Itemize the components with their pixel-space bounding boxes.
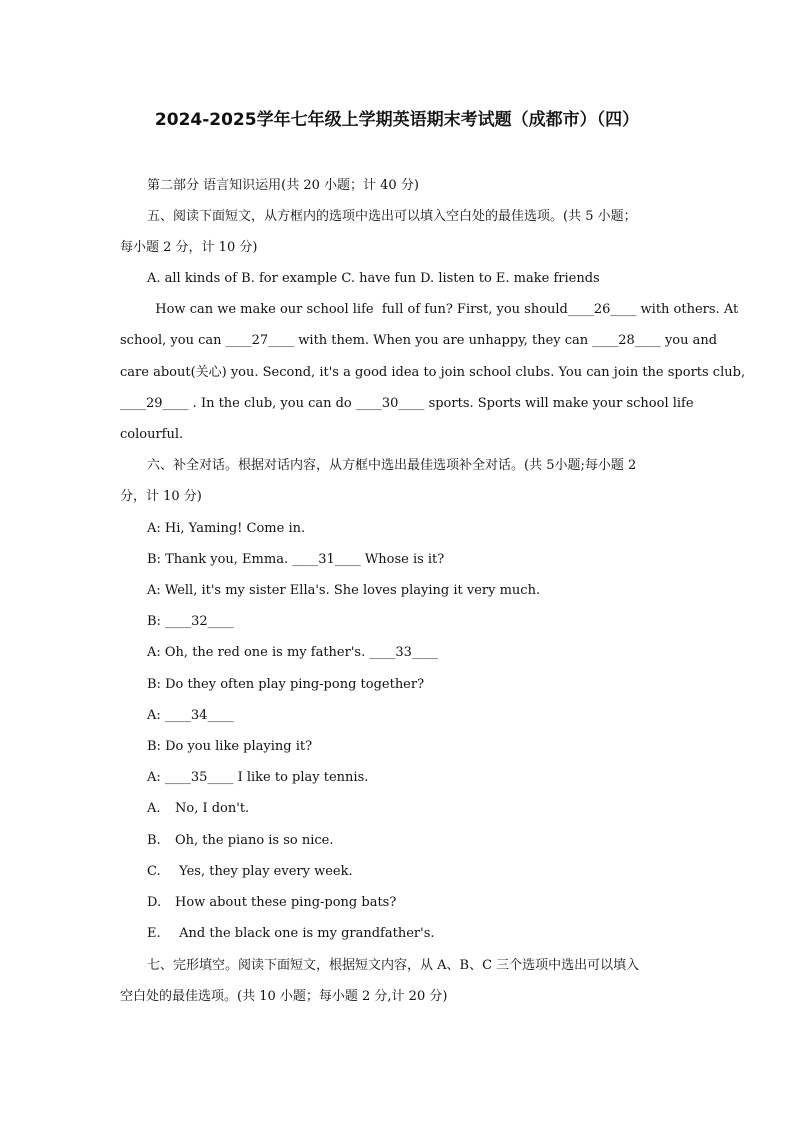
dialogue-line: B: Thank you, Emma. ____31____ Whose is it? [147, 552, 445, 567]
sec7-instruction-line1: 七、完形填空。阅读下面短文，根据短文内容，从 A、B、C 三个选项中选出可以填入 [147, 958, 640, 973]
choice-letter: D. [147, 895, 162, 910]
choice-letter: C. [147, 864, 161, 879]
choice-text: Yes, they play every week. [175, 864, 353, 879]
choice-text: No, I don't. [175, 801, 250, 816]
sec6-instruction-line2: 分，计 10 分) [120, 489, 202, 504]
sec5-passage-line: ____29____ . In the club, you can do ____30____ sports. Sports will make your school life [120, 396, 694, 411]
sec7-instruction-line2: 空白处的最佳选项。(共 10 小题；每小题 2 分,计 20 分) [120, 989, 448, 1004]
dialogue-line: B: ____32____ [147, 614, 234, 629]
dialogue-line: A: Well, it's my sister Ella's. She loves playing it very much. [147, 583, 541, 598]
dialogue-line: A: ____34____ [147, 708, 234, 723]
choice-letter: E. [147, 926, 161, 941]
choice-letter: A. [147, 801, 161, 816]
sec5-passage-line: care about(关心) you. Second, it's a good idea to join school clubs. You can join the sports club, [120, 365, 746, 380]
sec6-instruction-line1: 六、补全对话。根据对话内容，从方框中选出最佳选项补全对话。(共 5小题;每小题 2 [147, 458, 637, 473]
part2-heading: 第二部分 语言知识运用(共 20 小题；计 40 分) [147, 178, 419, 193]
dialogue-line: B: Do they often play ping-pong together? [147, 677, 425, 692]
choice-text: How about these ping-pong bats? [175, 895, 397, 910]
dialogue-line: A: ____35____ I like to play tennis. [147, 770, 369, 785]
choice-item [147, 926, 435, 942]
dialogue-line: A: Hi, Yaming! Come in. [147, 521, 306, 536]
dialogue-line: A: Oh, the red one is my father's. ____33____ [147, 645, 438, 660]
dialogue-line: B: Do you like playing it? [147, 739, 313, 754]
choice-text: Oh, the piano is so nice. [175, 833, 334, 848]
choice-item [147, 801, 249, 817]
sec5-passage-line: colourful. [120, 427, 184, 442]
choice-item [147, 833, 334, 849]
sec5-passage-line: school, you can ____27____ with them. When you are unhappy, they can ____28____ you and [120, 333, 718, 348]
choice-item [147, 895, 396, 911]
choice-text: And the black one is my grandfather's. [175, 926, 435, 941]
sec5-instruction-line1: 五、阅读下面短文，从方框内的选项中选出可以填入空白处的最佳选项。(共 5 小题； [147, 209, 637, 224]
choice-item [147, 864, 353, 880]
sec5-passage-line: How can we make our school life full of fun? First, you should____26____ with others. At [147, 302, 739, 317]
choice-letter: B. [147, 833, 161, 848]
sec5-options-box: A. all kinds of B. for example C. have fun D. listen to E. make friends [147, 271, 600, 286]
sec5-instruction-line2: 每小题 2 分，计 10 分) [120, 240, 258, 255]
page-title: 2024-2025学年七年级上学期英语期末考试题（成都市）（四） [154, 110, 640, 130]
